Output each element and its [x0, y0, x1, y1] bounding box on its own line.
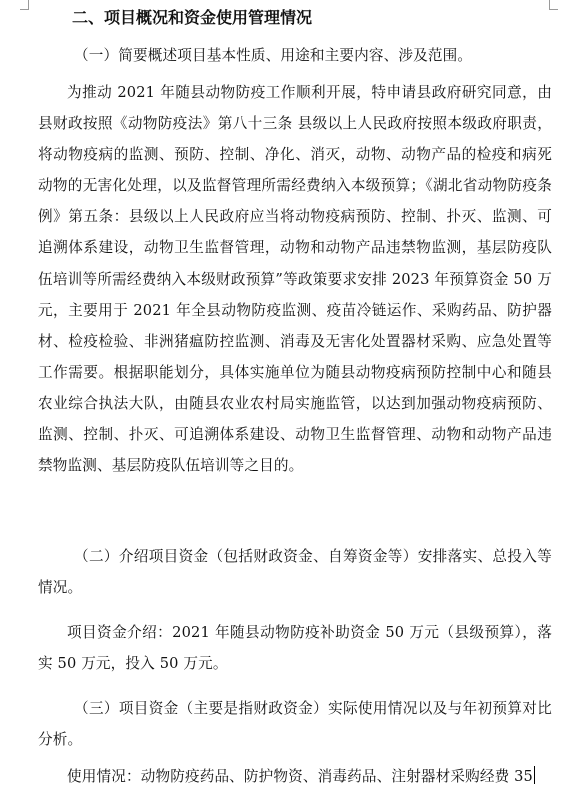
- fund-introduction-paragraph: 项目资金介绍：2021 年随县动物防疫补助资金 50 万元（县级预算），落实 50 万元，投入 50 万元。: [38, 624, 552, 672]
- project-overview-paragraph: 为推动 2021 年随县动物防疫工作顺利开展，特申请县政府研究同意，由县财政按照《动物防疫法》第八十三条 县级以上人民政府按照本级政府职责，将动物疫病的监测、预防、控制、净化、消灭，动物、动物产品的检疫和病死动物的无害化处理，以及监督管理所需经费纳入本级预算；《湖北省动物防疫条例》第五条：县级以上人民政府应当将动物疫病预防、控制、扑灭、监测、可追溯体系建设，动物卫生监督管理，动物和动物产品违禁物监测，基层防疫队伍培训等所需经费纳入本级财政预算”等政策要求安排 2023 年预算资金 50 万元，主要用于 2021 年全县动物防疫监测、疫苗冷链运作、采购药品、防护器材、检疫检验、非洲猪瘟防控监测、消毒及无害化处置器材采购、应急处置等工作需要。根据职能划分，具体实施单位为随县动物疫病预防控制中心和随县农业综合执法大队，由随县农业农村局实施监管，以达到加强动物疫病预防、监测、控制、扑灭、可追溯体系建设、动物卫生监督管理、动物和动物产品违禁物监测、基层防疫队伍培训等之目的。: [38, 84, 552, 475]
- usage-paragraph[interactable]: [38, 761, 552, 792]
- crop-mark-left-horizontal: [20, 9, 29, 10]
- text-cursor: [534, 766, 535, 784]
- usage-paragraph-text: 使用情况：动物防疫药品、防护物资、消毒药品、注射器材采购经费 35: [67, 768, 533, 785]
- subsection-heading-3: （三）项目资金（主要是指财政资金）实际使用情况以及与年初预算对比分析。: [38, 700, 552, 748]
- subsection-heading-1: （一）简要概述项目基本性质、用途和主要内容、涉及范围。: [74, 47, 473, 64]
- subsection-heading-2: （二）介绍项目资金（包括财政资金、自筹资金等）安排落实、总投入等情况。: [38, 548, 552, 596]
- section-heading: 二、项目概况和资金使用管理情况: [72, 8, 313, 27]
- crop-mark-right-horizontal: [549, 9, 558, 10]
